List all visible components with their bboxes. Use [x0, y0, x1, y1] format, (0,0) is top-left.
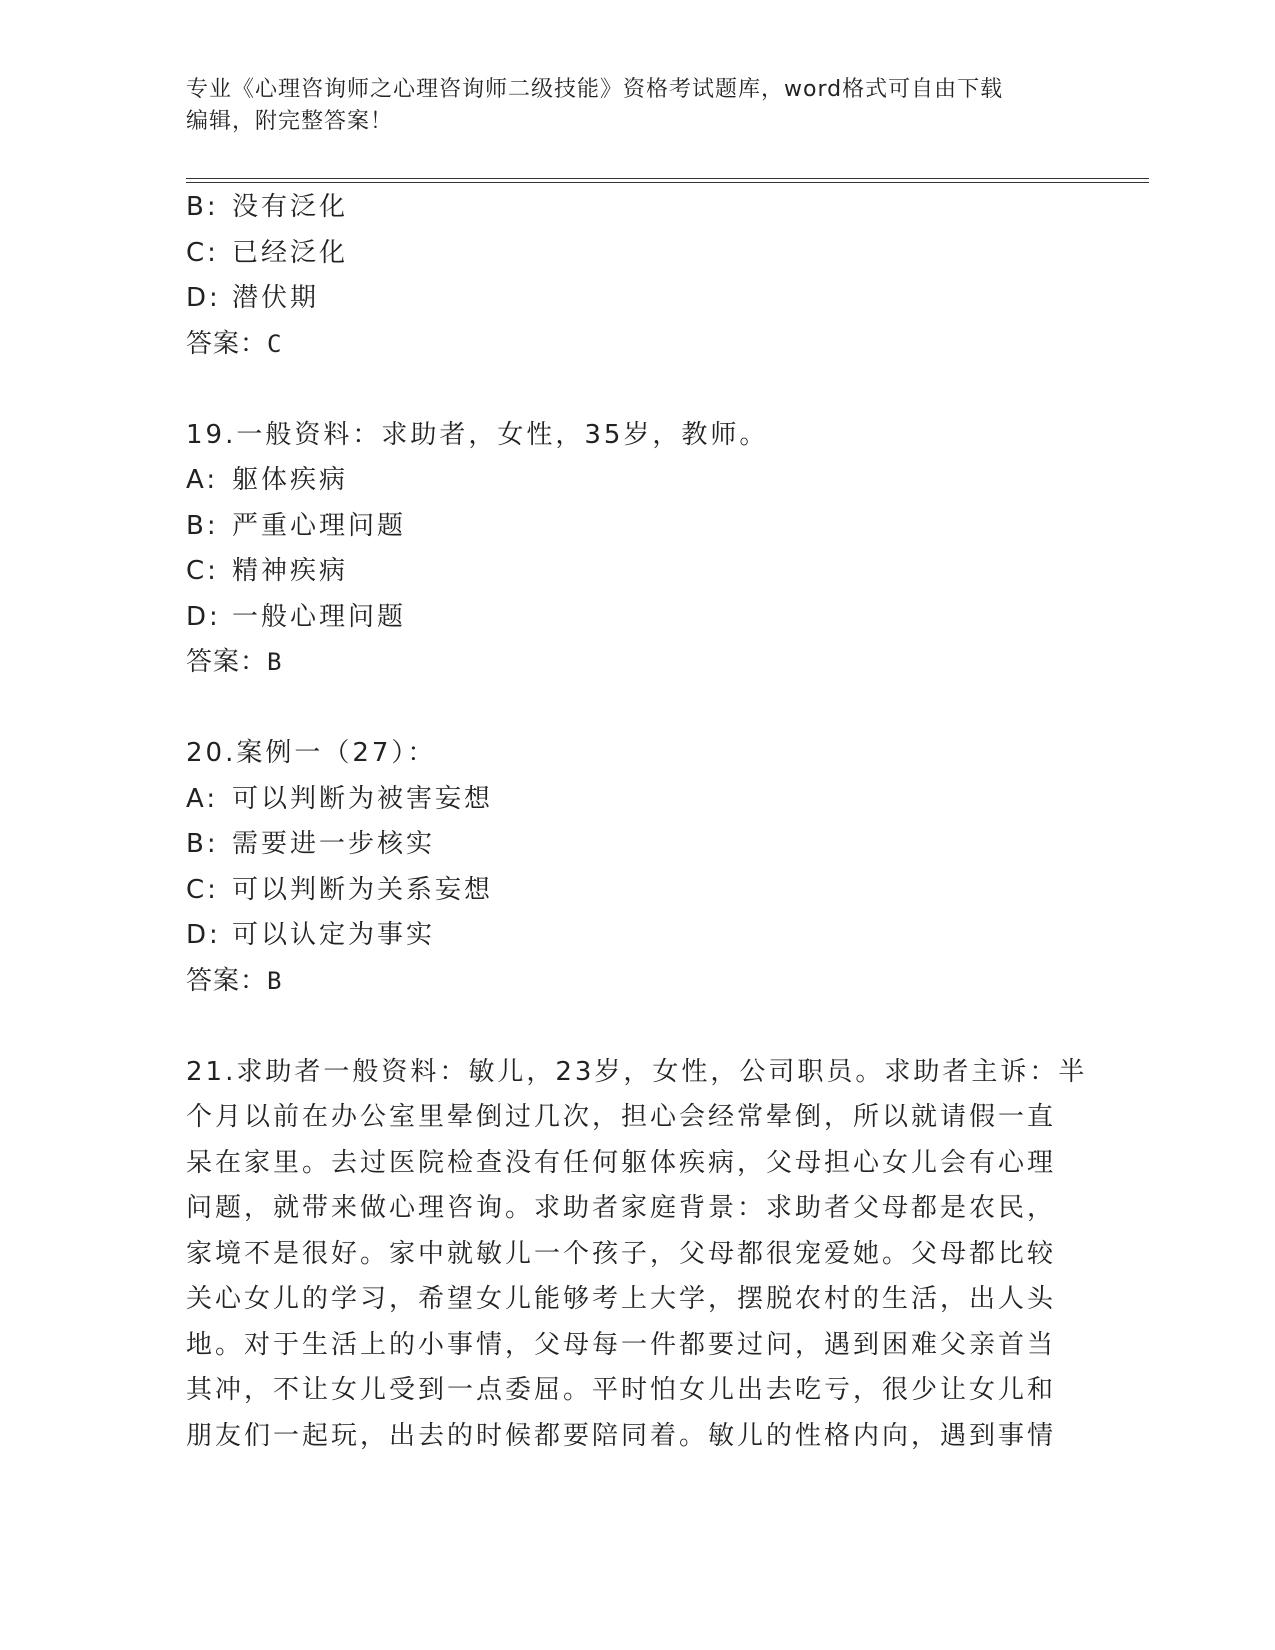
question-18 [186, 185, 1086, 367]
option-b [186, 504, 1086, 550]
option-d [186, 595, 1086, 641]
option-key: D: [186, 283, 221, 313]
option-key: C: [186, 556, 219, 586]
spacer [186, 367, 1086, 413]
option-b [186, 185, 1086, 231]
option-text: 可以认定为事实 [232, 920, 436, 950]
question-stem: 19.一般资料：求助者，女性，35岁，教师。 [186, 419, 769, 450]
paragraph-line: 其冲，不让女儿受到一点委屈。平时怕女儿出去吃亏，很少让女儿和 [186, 1375, 1057, 1405]
answer-value: C [267, 329, 283, 358]
spacer [186, 686, 1086, 732]
option-text: 躯体疾病 [232, 465, 349, 495]
option-text: 严重心理问题 [232, 510, 407, 541]
option-c [186, 231, 1086, 277]
option-d [186, 913, 1086, 959]
answer-label: 答案： [186, 965, 268, 996]
answer-line [186, 322, 1086, 368]
option-key: C: [186, 237, 219, 268]
header-rule-top [186, 178, 1149, 179]
option-key: B: [186, 192, 219, 222]
option-text: 没有泛化 [232, 192, 349, 222]
answer-value: B [267, 648, 283, 676]
paragraph-line: 问题，就带来做心理咨询。求助者家庭背景：求助者父母都是农民， [186, 1193, 1057, 1223]
option-text: 可以判断为被害妄想 [232, 783, 494, 814]
question-21 [186, 1050, 1086, 1460]
option-c [186, 868, 1086, 914]
answer-line [186, 640, 1086, 686]
paragraph-line: 关心女儿的学习，希望女儿能够考上大学，摆脱农村的生活，出人头 [186, 1284, 1057, 1314]
document-body [186, 185, 1086, 1459]
answer-line [186, 959, 1086, 1005]
question-stem: 20.案例一（27）： [186, 738, 437, 768]
question-19 [186, 413, 1086, 686]
paragraph-line: 个月以前在办公室里晕倒过几次，担心会经常晕倒，所以就请假一直 [186, 1102, 1057, 1132]
option-key: B: [186, 510, 219, 541]
option-key: C: [186, 874, 219, 905]
option-a [186, 458, 1086, 504]
question-20 [186, 731, 1086, 1004]
option-c [186, 549, 1086, 595]
header-line-1: 专业《心理咨询师之心理咨询师二级技能》资格考试题库，word格式可自由下载 [186, 77, 1004, 102]
paragraph-line: 地。对于生活上的小事情，父母每一件都要过问，遇到困难父亲首当 [186, 1329, 1057, 1360]
answer-value: B [267, 966, 283, 995]
option-text: 精神疾病 [232, 556, 349, 586]
header-rule-bottom [186, 182, 1149, 183]
paragraph-line: 家境不是很好。家中就敏儿一个孩子，父母都很宠爱她。父母都比较 [186, 1238, 1057, 1269]
paragraph-line: 21.求助者一般资料：敏儿，23岁，女性，公司职员。求助者主诉：半 [186, 1056, 1088, 1087]
option-text: 需要进一步核实 [232, 829, 436, 859]
paragraph-line: 呆在家里。去过医院检查没有任何躯体疾病，父母担心女儿会有心理 [186, 1147, 1057, 1178]
header-line-2: 编辑，附完整答案！ [186, 109, 394, 134]
option-key: B: [186, 829, 219, 859]
document-header [186, 74, 1066, 138]
option-b [186, 822, 1086, 868]
answer-label: 答案： [186, 647, 268, 677]
spacer [186, 1004, 1086, 1050]
option-key: A: [186, 465, 219, 495]
option-text: 可以判断为关系妄想 [232, 874, 494, 905]
option-d [186, 276, 1086, 322]
option-a [186, 777, 1086, 823]
paragraph-line: 朋友们一起玩，出去的时候都要陪同着。敏儿的性格内向，遇到事情 [186, 1420, 1057, 1451]
option-key: D: [186, 601, 221, 632]
option-text: 潜伏期 [232, 283, 320, 313]
option-key: A: [186, 783, 219, 814]
option-key: D: [186, 920, 221, 950]
option-text: 一般心理问题 [232, 601, 407, 632]
answer-label: 答案： [186, 328, 268, 359]
option-text: 已经泛化 [232, 237, 349, 268]
